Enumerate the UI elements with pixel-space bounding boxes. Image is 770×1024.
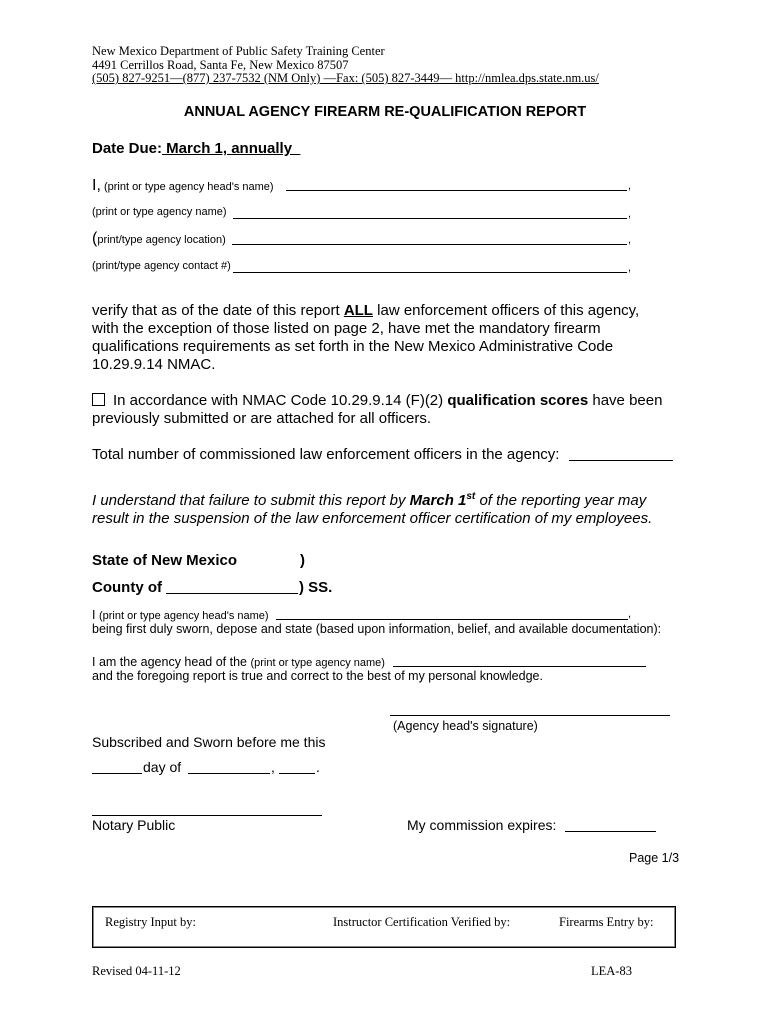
warning-text-2: of the reporting year may result in the suspension of the law enforcement officer certification of my employees. bbox=[92, 492, 653, 527]
agency-head-of-label: (print or type agency name) bbox=[250, 657, 385, 669]
warning-march: March 1 bbox=[409, 492, 467, 509]
agency-head-signature-line[interactable] bbox=[390, 715, 670, 716]
qualification-scores-checkbox[interactable] bbox=[92, 393, 105, 406]
month-input-line[interactable] bbox=[188, 773, 270, 774]
org-address: 4491 Cerrillos Road, Santa Fe, New Mexico 87507 bbox=[92, 58, 349, 72]
day-input-line[interactable] bbox=[92, 773, 142, 774]
nmac-statement bbox=[92, 392, 682, 428]
agency-head-name-input-line[interactable] bbox=[286, 190, 627, 191]
comma: , bbox=[628, 208, 632, 220]
warning-sup: st bbox=[466, 491, 476, 502]
firearms-entry-label: Firearms Entry by: bbox=[559, 915, 654, 929]
total-officers-input-line[interactable] bbox=[569, 460, 673, 461]
comma: , bbox=[628, 180, 632, 192]
page-number: Page 1/3 bbox=[629, 851, 680, 865]
agency-name-input-line[interactable] bbox=[233, 218, 627, 219]
agency-location-input-line[interactable] bbox=[232, 244, 627, 245]
comma: , bbox=[271, 759, 275, 775]
verify-text-2: law enforcement officers of this agency, with the exception of those listed on page 2, have met the mandatory firearm qualifications requirements as set forth in the New Mexico Administrative Code 10.29.9.14 NMAC. bbox=[92, 302, 640, 373]
field-agency-name-label: (print or type agency name) bbox=[92, 206, 227, 218]
county-label: County of bbox=[92, 579, 162, 596]
affidavit-i: I bbox=[92, 608, 99, 622]
instructor-cert-label: Instructor Certification Verified by: bbox=[333, 915, 511, 929]
true-correct-statement: and the foregoing report is true and correct to the best of my personal knowledge. bbox=[92, 669, 543, 683]
agency-contact-input-line[interactable] bbox=[233, 272, 627, 273]
date-due bbox=[92, 140, 300, 157]
notary-public-label: Notary Public bbox=[92, 817, 176, 833]
date-due-label: Date Due: bbox=[92, 140, 163, 157]
field-agency-location bbox=[92, 230, 226, 248]
verify-all: ALL bbox=[343, 302, 373, 319]
warning-text-1: I understand that failure to submit this report by bbox=[92, 492, 410, 509]
signature-caption: (Agency head's signature) bbox=[393, 719, 538, 733]
warning-statement bbox=[92, 488, 682, 528]
subscribed-text: Subscribed and Sworn before me this bbox=[92, 734, 326, 750]
nmac-text-2: have been previously submitted or are attached for all officers. bbox=[92, 392, 663, 427]
field-agency-head-name bbox=[92, 177, 274, 195]
commission-expires-input-line[interactable] bbox=[565, 831, 656, 832]
period: . bbox=[316, 759, 320, 775]
date-due-value: March 1, annually bbox=[162, 140, 301, 157]
field-label: print/type agency location) bbox=[97, 234, 226, 246]
nmac-text-1: In accordance with NMAC Code 10.29.9.14 (F)(2) bbox=[113, 392, 448, 409]
field-agency-contact-label: (print/type agency contact #) bbox=[92, 260, 231, 272]
sworn-statement: being first duly sworn, depose and state (based upon information, belief, and available documentation): bbox=[92, 622, 662, 636]
verify-text-1: verify that as of the date of this report bbox=[92, 302, 344, 319]
comma: , bbox=[628, 608, 632, 620]
commission-expires-label: My commission expires: bbox=[407, 817, 557, 833]
field-label: (print or type agency head's name) bbox=[100, 181, 274, 193]
notary-signature-line[interactable] bbox=[92, 815, 322, 816]
state-paren: ) bbox=[300, 552, 305, 569]
total-officers-label: Total number of commissioned law enforcement officers in the agency: bbox=[92, 446, 560, 463]
org-contact: (505) 827-9251—(877) 237-7532 (NM Only) —Fax: (505) 827-3449— http://nmlea.dps.state.nm.us/ bbox=[92, 71, 599, 85]
affidavit-name-label: (print or type agency head's name) bbox=[98, 610, 269, 622]
office-use-box bbox=[92, 906, 676, 948]
field-prefix: I, bbox=[92, 177, 101, 194]
registry-input-label: Registry Input by: bbox=[105, 915, 196, 929]
field-prefix: ( bbox=[92, 230, 98, 247]
nmac-bold: qualification scores bbox=[447, 392, 589, 409]
county-input-line[interactable] bbox=[166, 593, 298, 594]
affidavit-head-name-input-line[interactable] bbox=[276, 619, 628, 620]
revised-date: Revised 04-11-12 bbox=[92, 964, 181, 978]
comma: , bbox=[628, 234, 632, 246]
org-name: New Mexico Department of Public Safety Training Center bbox=[92, 44, 385, 58]
state-label: State of New Mexico bbox=[92, 552, 238, 569]
agency-head-of-text: I am the agency head of the bbox=[92, 655, 251, 669]
day-of-text: day of bbox=[143, 759, 182, 775]
comma: , bbox=[628, 262, 632, 274]
form-title: ANNUAL AGENCY FIREARM RE-QUALIFICATION REPORT bbox=[183, 104, 587, 120]
form-id: LEA-83 bbox=[591, 964, 632, 978]
verify-statement bbox=[92, 302, 652, 374]
agency-head-of-input-line[interactable] bbox=[393, 666, 646, 667]
county-ss: ) SS. bbox=[299, 579, 333, 596]
year-input-line[interactable] bbox=[279, 773, 315, 774]
